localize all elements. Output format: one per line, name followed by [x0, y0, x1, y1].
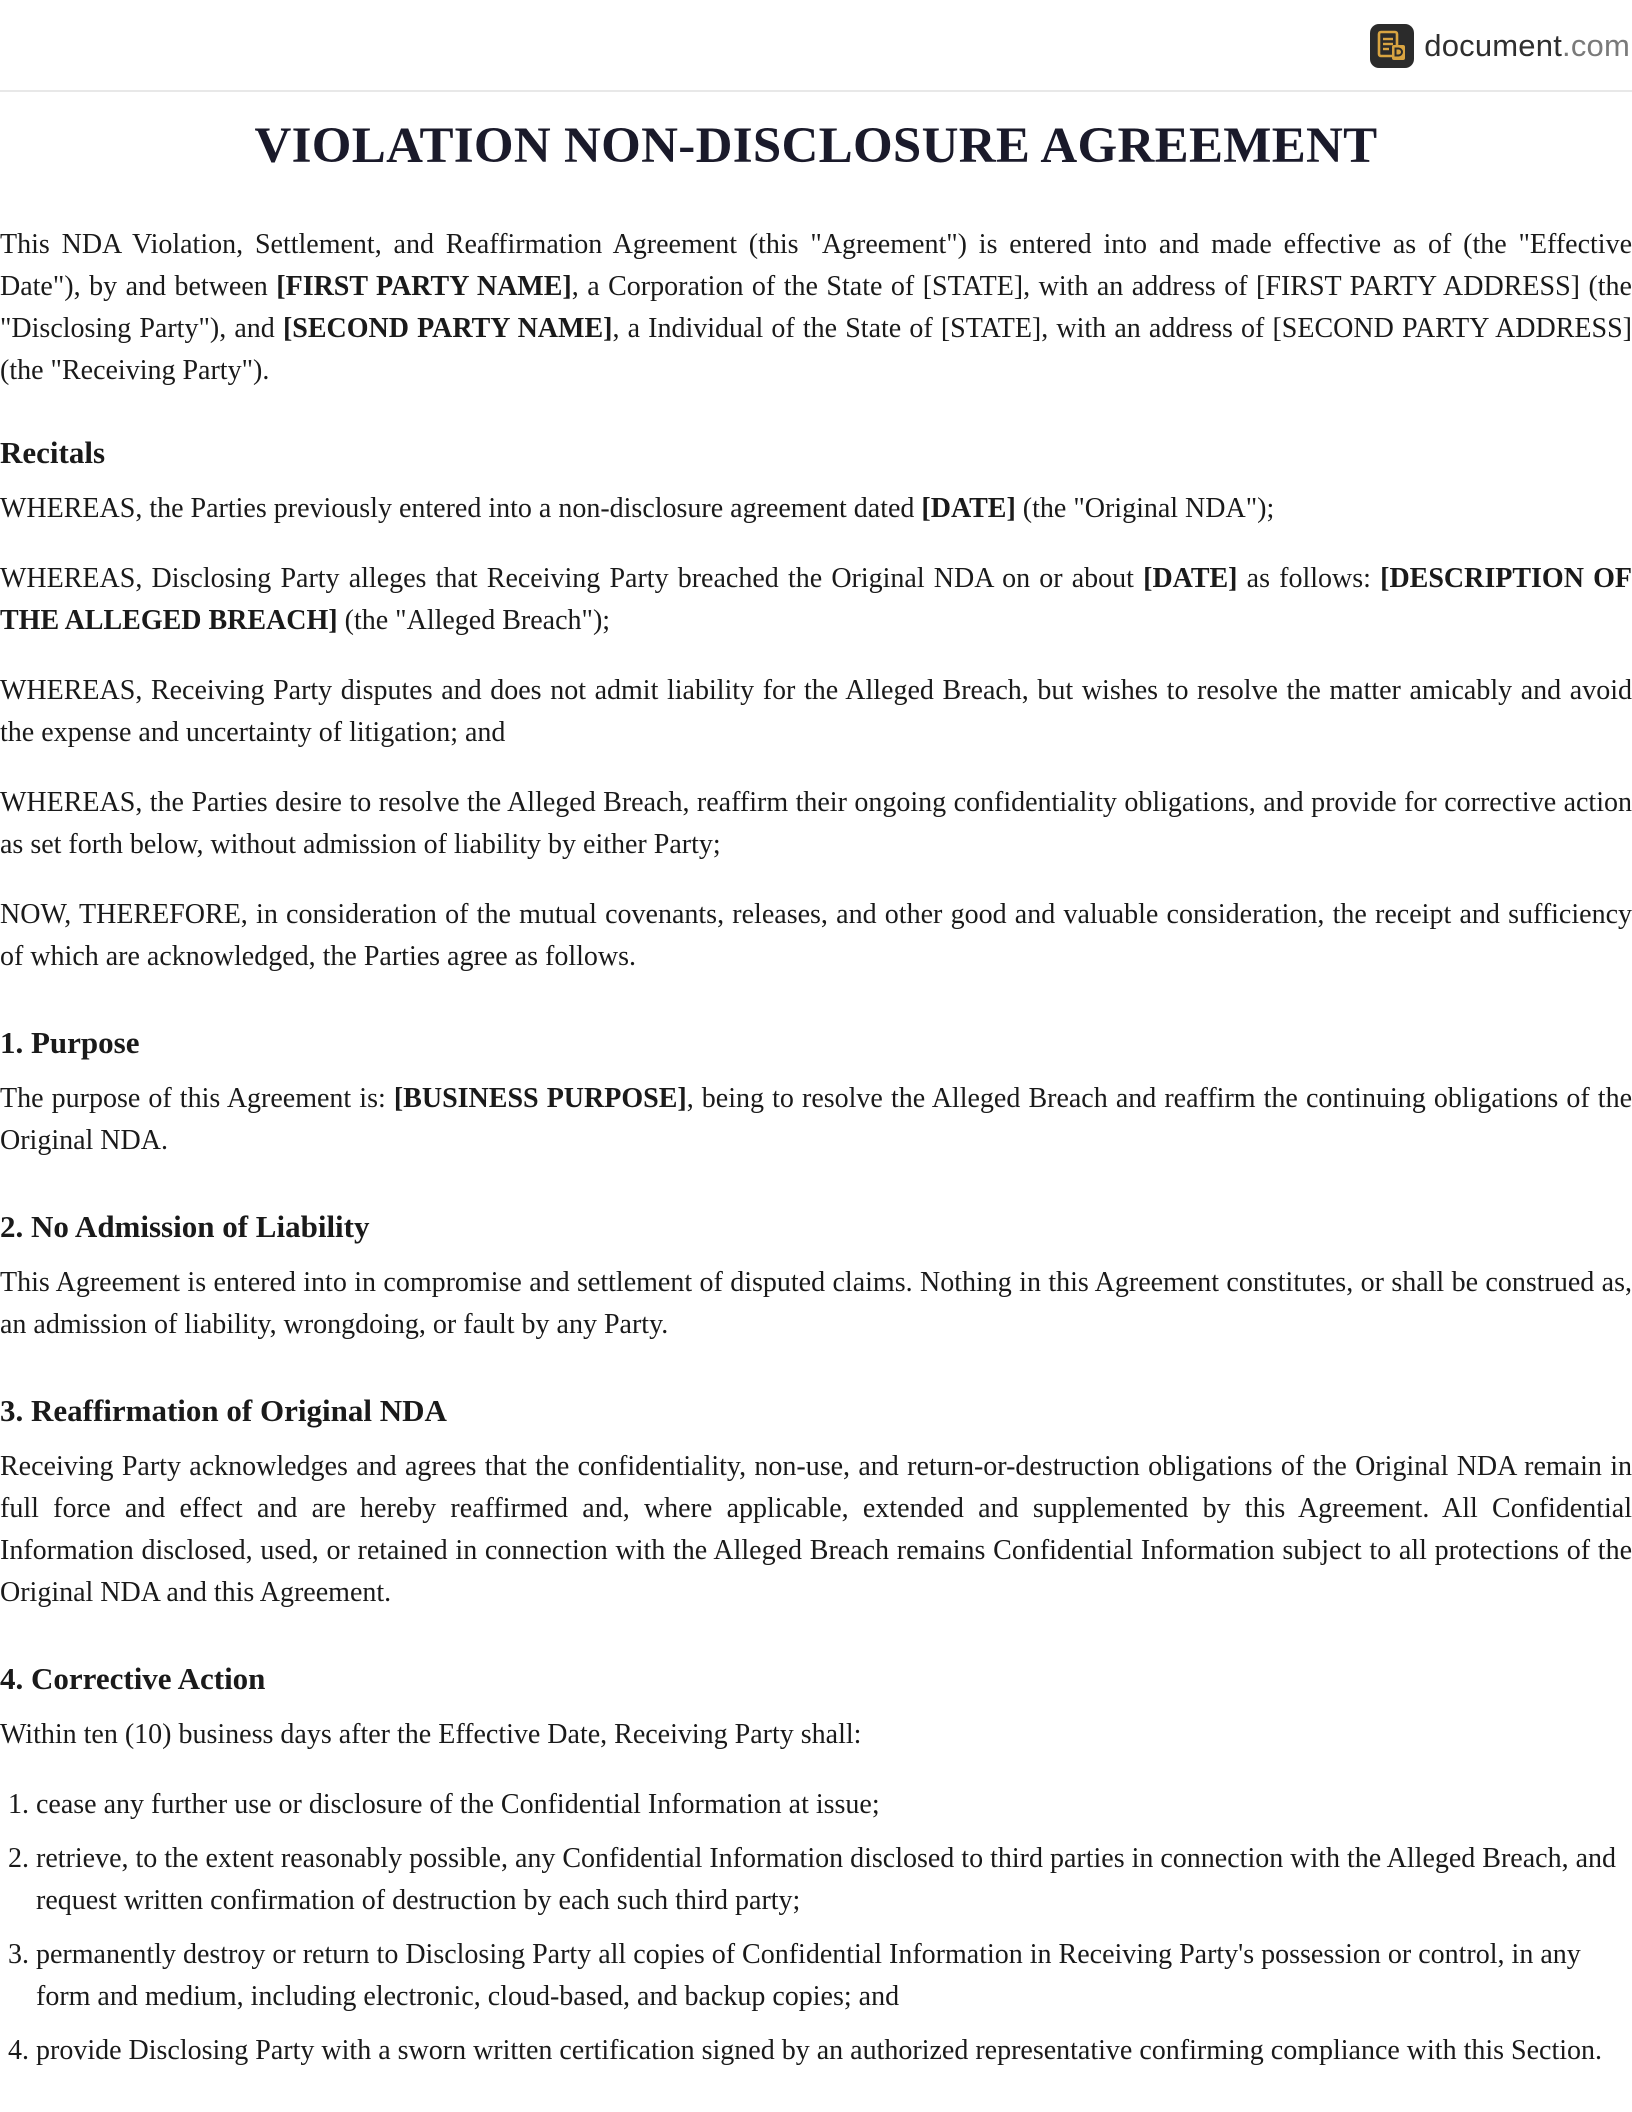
recital-3: WHEREAS, Receiving Party disputes and does not admit liability for the Alleged Breach, but wishes to resolve the matter amicably and avoid the expense and uncertainty of litigation; and: [0, 675, 1632, 748]
brand-name: document.com: [1424, 28, 1630, 63]
section-4-intro: Within ten (10) business days after the Effective Date, Receiving Party shall:: [0, 1719, 862, 1750]
list-item: 2. retrieve, to the extent reasonably possible, any Confidential Information disclosed to third parties in connection with the Alleged Breach, and request written confirmation of destruction by each such third party;: [36, 1838, 1632, 1922]
section-3-heading: 3. Reaffirmation of Original NDA: [0, 1393, 447, 1428]
section-1-heading: 1. Purpose: [0, 1025, 140, 1060]
recital-5: NOW, THEREFORE, in consideration of the mutual covenants, releases, and other good and valuable consideration, the receipt and sufficiency of which are acknowledged, the Parties agree as follows.: [0, 899, 1632, 972]
list-item: 4. provide Disclosing Party with a sworn written certification signed by an authorized representative confirming compliance with this Section.: [36, 2030, 1632, 2072]
recital-4: WHEREAS, the Parties desire to resolve the Alleged Breach, reaffirm their ongoing confidentiality obligations, and provide for corrective action as set forth below, without admission of liability by either Party;: [0, 787, 1632, 860]
recital-2: WHEREAS, Disclosing Party alleges that Receiving Party breached the Original NDA on or about [DATE] as follows: [DESCRIPTION OF THE ALLEGED BREACH] (the "Alleged Breach");: [0, 563, 1632, 636]
section-2-text: This Agreement is entered into in compromise and settlement of disputed claims. Nothing in this Agreement constitutes, or shall be construed as, an admission of liability, wrongdoing, or fault by any Party.: [0, 1267, 1632, 1340]
section-2-heading: 2. No Admission of Liability: [0, 1209, 370, 1244]
recital-1: WHEREAS, the Parties previously entered into a non-disclosure agreement dated [DATE] (the "Original NDA");: [0, 493, 1275, 524]
list-item: 3. permanently destroy or return to Disclosing Party all copies of Confidential Information in Receiving Party's possession or control, in any form and medium, including electronic, cloud-based, and backup copies; and: [36, 1934, 1632, 2018]
document-title: VIOLATION NON-DISCLOSURE AGREEMENT: [254, 118, 1378, 174]
document-body: [0, 92, 1632, 2084]
section-4-heading: 4. Corrective Action: [0, 1661, 266, 1696]
intro-paragraph: This NDA Violation, Settlement, and Reaffirmation Agreement (this "Agreement") is entered into and made effective as of (the "Effective Date"), by and between [FIRST PARTY NAME], a Corporation of the State of [STATE], with an address of [FIRST PARTY ADDRESS] (the "Disclosing Party"), and [SECOND PARTY NAME], a Individual of the State of [STATE], with an address of [SECOND PARTY ADDRESS] (the "Receiving Party").: [0, 229, 1632, 386]
document-logo-icon: [1370, 24, 1414, 68]
list-item: 1. cease any further use or disclosure of the Confidential Information at issue;: [36, 1784, 1632, 1826]
corrective-action-list: [0, 1784, 1632, 2072]
recitals-heading: Recitals: [0, 435, 106, 470]
section-1-text: The purpose of this Agreement is: [BUSINESS PURPOSE], being to resolve the Alleged Breach and reaffirm the continuing obligations of the Original NDA.: [0, 1083, 1632, 1156]
section-3-text: Receiving Party acknowledges and agrees that the confidentiality, non-use, and return-or-destruction obligations of the Original NDA remain in full force and effect and are hereby reaffirmed and, where applicable, extended and supplemented by this Agreement. All Confidential Information disclosed, used, or retained in connection with the Alleged Breach remains Confidential Information subject to all protections of the Original NDA and this Agreement.: [0, 1451, 1632, 1608]
brand-link[interactable]: [1370, 24, 1630, 68]
site-header: [0, 0, 1632, 92]
